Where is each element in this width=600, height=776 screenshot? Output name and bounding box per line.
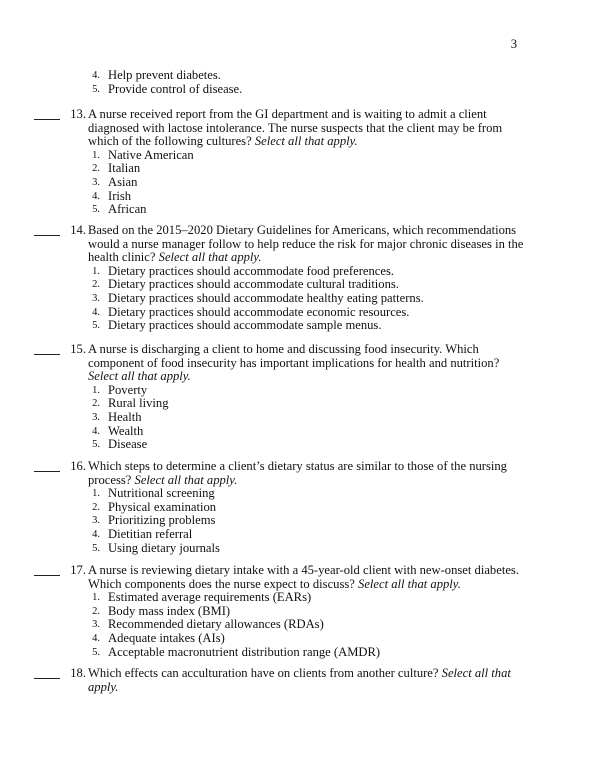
- question-text: [88, 224, 524, 265]
- question-instruction: Select all that apply.: [88, 666, 511, 694]
- option-number: 3.: [92, 176, 100, 188]
- option-text: Dietitian referral: [108, 526, 193, 541]
- option-item: [88, 438, 524, 452]
- option-number: 1.: [92, 592, 100, 604]
- option-item: [88, 605, 524, 619]
- option-item: [88, 190, 524, 204]
- question-number: 18.: [70, 666, 86, 680]
- question-text: [88, 564, 524, 591]
- option-item: [88, 397, 524, 411]
- option-number: 4.: [92, 632, 100, 644]
- question-text: [88, 460, 524, 487]
- option-number: 5.: [92, 542, 100, 554]
- question-number: 16.: [70, 459, 86, 473]
- question-stem: A nurse is reviewing dietary intake with a 45-year-old client with new-onset diabetes. Which components does the nurse expect to discuss?: [88, 563, 519, 591]
- option-item: [88, 384, 524, 398]
- options-list: [88, 487, 524, 555]
- question-13: [34, 108, 524, 217]
- question-number: 17.: [70, 563, 86, 577]
- option-text: Using dietary journals: [108, 540, 220, 555]
- answer-blank[interactable]: [34, 460, 60, 472]
- options-list: [88, 384, 524, 452]
- option-number: 5.: [92, 83, 100, 95]
- option-item: [88, 425, 524, 439]
- option-text: Health: [108, 409, 142, 424]
- question-instruction: Select all that apply.: [254, 134, 358, 149]
- answer-blank[interactable]: [34, 667, 60, 679]
- option-number: 2.: [92, 605, 100, 617]
- question-number: 15.: [70, 342, 86, 356]
- question-text: [88, 108, 524, 149]
- option-text: Physical examination: [108, 499, 217, 514]
- option-item: [88, 203, 524, 217]
- question-18: [34, 667, 524, 694]
- option-item: [88, 542, 524, 556]
- option-text: Native American: [108, 147, 194, 162]
- option-text: Acceptable macronutrient distribution range (AMDR): [108, 644, 381, 659]
- option-number: 4.: [92, 306, 100, 318]
- option-item: [88, 632, 524, 646]
- option-number: 1.: [92, 384, 100, 396]
- question-text: [88, 343, 524, 384]
- continuation-options: [88, 69, 524, 96]
- continuation-block: [34, 69, 524, 96]
- option-text: Nutritional screening: [108, 486, 215, 501]
- option-item: [88, 514, 524, 528]
- option-text: Recommended dietary allowances (RDAs): [108, 617, 324, 632]
- option-text: Dietary practices should accommodate cultural traditions.: [108, 277, 399, 292]
- option-text: Dietary practices should accommodate food preferences.: [108, 263, 395, 278]
- option-number: 4.: [92, 190, 100, 202]
- option-item: [88, 411, 524, 425]
- question-number: 13.: [70, 107, 86, 121]
- option-item: [88, 528, 524, 542]
- options-list: [88, 149, 524, 217]
- option-text: Asian: [108, 174, 138, 189]
- option-text: Estimated average requirements (EARs): [108, 590, 312, 605]
- option-number: 4.: [92, 70, 100, 81]
- page-number: 3: [510, 37, 517, 51]
- option-text: Rural living: [108, 396, 169, 411]
- option-number: 4.: [92, 528, 100, 540]
- option-item: [88, 162, 524, 176]
- option-item: [88, 292, 524, 306]
- option-item: [88, 176, 524, 190]
- option-text: Body mass index (BMI): [108, 603, 231, 618]
- question-text: [88, 667, 524, 694]
- option-text: Dietary practices should accommodate healthy eating patterns.: [108, 290, 424, 305]
- question-instruction: Select all that apply.: [88, 369, 191, 384]
- question-instruction: Select all that apply.: [134, 472, 238, 487]
- option-item: [88, 149, 524, 163]
- question-instruction: Select all that apply.: [158, 250, 262, 265]
- option-item: [88, 83, 524, 97]
- question-16: [34, 460, 524, 555]
- option-text: Help prevent diabetes.: [108, 68, 221, 82]
- option-number: 2.: [92, 398, 100, 410]
- option-number: 3.: [92, 292, 100, 304]
- option-text: Prioritizing problems: [108, 513, 216, 528]
- option-text: Italian: [108, 161, 141, 176]
- option-item: [88, 319, 524, 333]
- question-number: 14.: [70, 223, 86, 237]
- answer-blank[interactable]: [34, 224, 60, 236]
- options-list: [88, 591, 524, 659]
- option-number: 2.: [92, 279, 100, 291]
- option-number: 3.: [92, 411, 100, 423]
- option-text: Provide control of disease.: [108, 81, 243, 96]
- option-item: [88, 618, 524, 632]
- options-list: [88, 265, 524, 333]
- option-item: [88, 646, 524, 660]
- question-stem: Based on the 2015–2020 Dietary Guidelines for Americans, which recommendations would a nurse manager follow to help reduce the risk for major chronic diseases in the health clinic?: [88, 223, 524, 265]
- option-text: Wealth: [108, 423, 144, 438]
- option-number: 3.: [92, 515, 100, 527]
- option-number: 5.: [92, 204, 100, 216]
- answer-blank[interactable]: [34, 343, 60, 355]
- option-number: 5.: [92, 320, 100, 332]
- option-number: 1.: [92, 149, 100, 161]
- option-number: 5.: [92, 646, 100, 658]
- question-17: [34, 564, 524, 659]
- question-stem: A nurse is discharging a client to home and discussing food insecurity. Which component of food insecurity has important implications for health and nutrition?: [88, 342, 500, 370]
- option-item: [88, 591, 524, 605]
- option-item: [88, 487, 524, 501]
- question-stem: Which effects can acculturation have on clients from another culture?: [88, 666, 439, 680]
- option-number: 1.: [92, 488, 100, 500]
- option-item: [88, 306, 524, 320]
- option-number: 5.: [92, 439, 100, 451]
- option-number: 2.: [92, 163, 100, 175]
- question-stem: Which steps to determine a client’s dietary status are similar to those of the nursing process?: [88, 459, 507, 487]
- option-text: Disease: [108, 437, 148, 452]
- option-item: [88, 265, 524, 279]
- answer-blank[interactable]: [34, 108, 60, 120]
- option-text: Dietary practices should accommodate sample menus.: [108, 318, 382, 333]
- question-stem: A nurse received report from the GI department and is waiting to admit a client diagnosed with lactose intolerance. The nurse suspects that the client may be from which of the following cultures?: [88, 107, 503, 149]
- option-number: 4.: [92, 425, 100, 437]
- option-number: 2.: [92, 501, 100, 513]
- question-15: [34, 343, 524, 452]
- option-item: [88, 69, 524, 83]
- option-text: Dietary practices should accommodate economic resources.: [108, 304, 410, 319]
- question-14: [34, 224, 524, 333]
- option-text: Adequate intakes (AIs): [108, 630, 225, 645]
- option-item: [88, 501, 524, 515]
- option-text: Poverty: [108, 382, 148, 397]
- answer-blank[interactable]: [34, 564, 60, 576]
- option-text: African: [108, 202, 147, 217]
- option-item: [88, 278, 524, 292]
- question-instruction: Select all that apply.: [358, 576, 461, 591]
- option-number: 3.: [92, 619, 100, 631]
- option-number: 1.: [92, 265, 100, 277]
- option-text: Irish: [108, 188, 132, 203]
